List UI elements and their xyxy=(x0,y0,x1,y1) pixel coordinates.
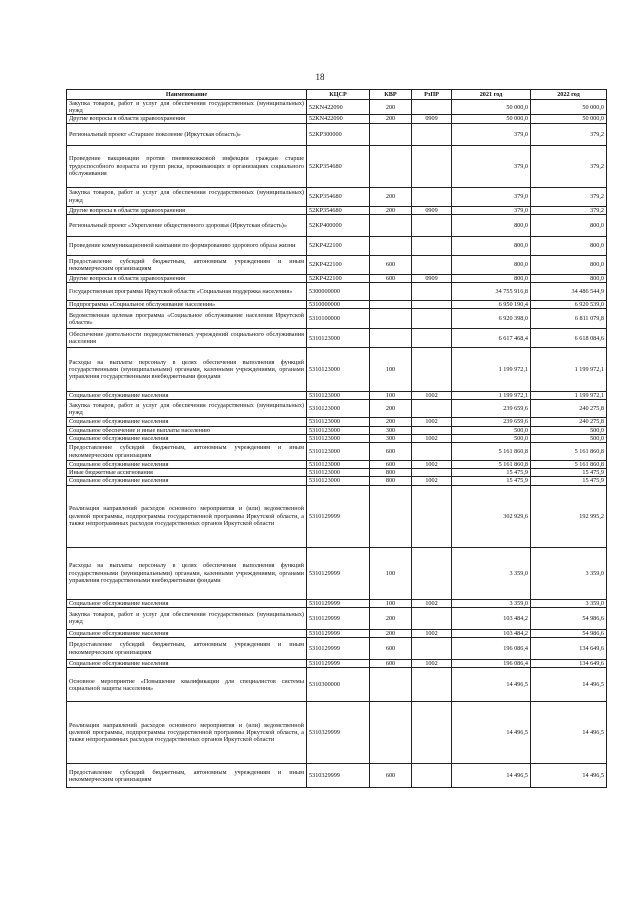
row-name: Предоставление субсидий бюджетным, автономным учреждениям и иным некоммерческим организациям xyxy=(67,443,307,461)
table-row xyxy=(67,434,607,442)
row-rzpr xyxy=(412,309,452,329)
row-amount-2021: 6 950 190,4 xyxy=(452,301,531,309)
row-rzpr: 1002 xyxy=(412,418,452,426)
row-rzpr xyxy=(412,668,452,702)
row-name: Предоставление субсидий бюджетным, автономным учреждениям и иным некоммерческим организациям xyxy=(67,638,307,660)
table-row xyxy=(67,274,607,282)
row-kvr xyxy=(370,309,412,329)
table-row xyxy=(67,301,607,309)
row-rzpr xyxy=(412,443,452,461)
row-amount-2021: 34 755 916,8 xyxy=(452,283,531,301)
table-row xyxy=(67,599,607,607)
row-kvr: 200 xyxy=(370,629,412,637)
row-amount-2021: 500,0 xyxy=(452,426,531,434)
row-rzpr: 1002 xyxy=(412,434,452,442)
row-name: Закупка товаров, работ и услуг для обеспечения государственных (муниципальных) нужд xyxy=(67,187,307,206)
row-name: Предоставление субсидий бюджетным, автономным учреждениям и иным некоммерческим организациям xyxy=(67,255,307,274)
row-rzpr xyxy=(412,469,452,477)
table-row xyxy=(67,214,607,236)
table-row xyxy=(67,607,607,629)
row-kvr: 300 xyxy=(370,426,412,434)
row-kcsr: 52KP422100 xyxy=(307,255,370,274)
row-kvr: 200 xyxy=(370,206,412,214)
row-kvr: 100 xyxy=(370,547,412,599)
table-row xyxy=(67,283,607,301)
row-amount-2021: 800,0 xyxy=(452,255,531,274)
row-amount-2022: 500,0 xyxy=(531,426,607,434)
row-kvr xyxy=(370,485,412,547)
column-header-2021: 2021 год xyxy=(452,90,531,100)
row-kvr xyxy=(370,236,412,255)
row-kvr: 600 xyxy=(370,638,412,660)
row-rzpr: 1002 xyxy=(412,392,452,400)
budget-table xyxy=(66,89,607,788)
table-row xyxy=(67,100,607,115)
row-amount-2021: 1 199 972,1 xyxy=(452,348,531,392)
row-kvr xyxy=(370,329,412,348)
row-amount-2021: 800,0 xyxy=(452,236,531,255)
row-amount-2022: 379,2 xyxy=(531,123,607,145)
row-kcsr: 5310329999 xyxy=(307,702,370,764)
row-amount-2022: 240 275,8 xyxy=(531,400,607,418)
page-number: 18 xyxy=(315,72,325,82)
row-kcsr: 5310129999 xyxy=(307,485,370,547)
row-rzpr xyxy=(412,400,452,418)
row-kcsr: 5310123000 xyxy=(307,400,370,418)
row-amount-2021: 14 496,5 xyxy=(452,764,531,788)
row-kcsr: 52KP422100 xyxy=(307,236,370,255)
row-kvr: 100 xyxy=(370,392,412,400)
row-amount-2022: 3 359,0 xyxy=(531,547,607,599)
row-amount-2022: 34 486 544,9 xyxy=(531,283,607,301)
row-amount-2022: 800,0 xyxy=(531,214,607,236)
row-kvr: 200 xyxy=(370,607,412,629)
row-kcsr: 5310000000 xyxy=(307,301,370,309)
row-kcsr: 52KP300000 xyxy=(307,123,370,145)
row-amount-2021: 50 000,0 xyxy=(452,100,531,115)
row-amount-2021: 103 484,2 xyxy=(452,607,531,629)
row-rzpr xyxy=(412,702,452,764)
row-amount-2021: 50 000,0 xyxy=(452,115,531,123)
row-rzpr: 0909 xyxy=(412,115,452,123)
table-row xyxy=(67,426,607,434)
table-row xyxy=(67,400,607,418)
row-amount-2022: 14 496,5 xyxy=(531,764,607,788)
row-name: Другие вопросы в области здравоохранения xyxy=(67,115,307,123)
row-name: Проведение коммуникационной кампании по формированию здорового образа жизни xyxy=(67,236,307,255)
row-rzpr: 1002 xyxy=(412,629,452,637)
row-kvr xyxy=(370,214,412,236)
row-amount-2021: 379,0 xyxy=(452,145,531,187)
row-amount-2021: 3 359,0 xyxy=(452,599,531,607)
row-amount-2022: 800,0 xyxy=(531,274,607,282)
row-kvr xyxy=(370,668,412,702)
row-kvr: 600 xyxy=(370,255,412,274)
row-amount-2021: 103 484,2 xyxy=(452,629,531,637)
row-name: Реализация направлений расходов основного мероприятия и (или) ведомственной целевой программы, подпрограммы государственной программы Иркутской области, а также непрограммных расходов государственных органов Иркутской области xyxy=(67,485,307,547)
row-amount-2021: 6 920 398,0 xyxy=(452,309,531,329)
row-kcsr: 5310123000 xyxy=(307,329,370,348)
table-row xyxy=(67,668,607,702)
row-rzpr xyxy=(412,426,452,434)
row-rzpr: 0909 xyxy=(412,206,452,214)
row-kvr: 600 xyxy=(370,274,412,282)
row-name: Социальное обслуживание населения xyxy=(67,418,307,426)
row-amount-2022: 6 618 084,6 xyxy=(531,329,607,348)
row-kcsr: 5310123000 xyxy=(307,469,370,477)
row-name: Реализация направлений расходов основного мероприятия и (или) ведомственной целевой программы, подпрограммы государственной программы Иркутской области, а также непрограммных расходов государственных органов Иркутской области xyxy=(67,702,307,764)
row-amount-2022: 54 986,6 xyxy=(531,629,607,637)
column-header-2022: 2022 год xyxy=(531,90,607,100)
row-kcsr: 5300000000 xyxy=(307,283,370,301)
table-row xyxy=(67,547,607,599)
row-kcsr: 5310123000 xyxy=(307,461,370,469)
row-amount-2022: 134 649,6 xyxy=(531,660,607,668)
row-amount-2021: 5 161 860,8 xyxy=(452,443,531,461)
row-kvr: 600 xyxy=(370,443,412,461)
row-kcsr: 5310123000 xyxy=(307,477,370,485)
row-rzpr xyxy=(412,145,452,187)
row-kcsr: 5310123000 xyxy=(307,426,370,434)
row-name: Другие вопросы в области здравоохранения xyxy=(67,206,307,214)
row-amount-2022: 800,0 xyxy=(531,255,607,274)
row-kcsr: 52KP400000 xyxy=(307,214,370,236)
row-name: Региональный проект «Старшее поколение (Иркутская область)» xyxy=(67,123,307,145)
table-row xyxy=(67,660,607,668)
row-kcsr: 5310129999 xyxy=(307,629,370,637)
row-amount-2021: 239 659,6 xyxy=(452,418,531,426)
row-amount-2021: 1 199 972,1 xyxy=(452,392,531,400)
table-row xyxy=(67,255,607,274)
row-rzpr xyxy=(412,255,452,274)
row-kvr: 200 xyxy=(370,115,412,123)
row-amount-2022: 379,2 xyxy=(531,187,607,206)
table-row xyxy=(67,443,607,461)
table-row xyxy=(67,392,607,400)
table-row xyxy=(67,329,607,348)
row-kvr: 200 xyxy=(370,187,412,206)
row-amount-2021: 500,0 xyxy=(452,434,531,442)
row-amount-2021: 14 496,5 xyxy=(452,702,531,764)
row-name: Социальное обеспечение и иные выплаты населению xyxy=(67,426,307,434)
row-kcsr: 5310129999 xyxy=(307,638,370,660)
row-name: Региональный проект «Укрепление общественного здоровья (Иркутская область)» xyxy=(67,214,307,236)
table-row xyxy=(67,418,607,426)
row-kcsr: 5310129999 xyxy=(307,607,370,629)
row-kvr: 600 xyxy=(370,461,412,469)
row-rzpr: 1002 xyxy=(412,660,452,668)
row-name: Иные бюджетные ассигнования xyxy=(67,469,307,477)
row-name: Закупка товаров, работ и услуг для обеспечения государственных (муниципальных) нужд xyxy=(67,400,307,418)
row-amount-2021: 800,0 xyxy=(452,214,531,236)
row-kvr: 100 xyxy=(370,348,412,392)
row-name: Ведомственная целевая программа «Социальное обслуживание населения Иркутской области» xyxy=(67,309,307,329)
table-row xyxy=(67,702,607,764)
row-amount-2022: 379,2 xyxy=(531,206,607,214)
row-rzpr xyxy=(412,187,452,206)
row-name: Социальное обслуживание населения xyxy=(67,660,307,668)
table-row xyxy=(67,348,607,392)
table-row xyxy=(67,145,607,187)
row-kvr: 100 xyxy=(370,599,412,607)
row-kvr xyxy=(370,301,412,309)
row-amount-2021: 15 475,9 xyxy=(452,469,531,477)
row-amount-2021: 379,0 xyxy=(452,206,531,214)
row-rzpr xyxy=(412,301,452,309)
row-kvr: 200 xyxy=(370,418,412,426)
row-name: Социальное обслуживание населения xyxy=(67,629,307,637)
row-kcsr: 5310329999 xyxy=(307,764,370,788)
row-name: Расходы на выплаты персоналу в целях обеспечения выполнения функций государственными (муниципальными) органами, казенными учреждениями, органами управления государственными внебюджетными фондами xyxy=(67,348,307,392)
row-kvr: 200 xyxy=(370,100,412,115)
row-kcsr: 52KN422090 xyxy=(307,100,370,115)
row-kcsr: 5310123000 xyxy=(307,434,370,442)
row-rzpr xyxy=(412,547,452,599)
table-row xyxy=(67,187,607,206)
row-name: Подпрограмма «Социальное обслуживание населения» xyxy=(67,301,307,309)
row-name: Социальное обслуживание населения xyxy=(67,599,307,607)
row-amount-2021: 379,0 xyxy=(452,187,531,206)
row-name: Социальное обслуживание населения xyxy=(67,392,307,400)
row-amount-2021: 196 086,4 xyxy=(452,660,531,668)
row-amount-2022: 379,2 xyxy=(531,145,607,187)
row-amount-2022: 15 475,9 xyxy=(531,469,607,477)
table-header-row xyxy=(67,90,607,100)
row-kvr: 800 xyxy=(370,469,412,477)
row-rzpr xyxy=(412,638,452,660)
row-amount-2022: 1 199 972,1 xyxy=(531,392,607,400)
table-row xyxy=(67,206,607,214)
row-amount-2021: 5 161 860,8 xyxy=(452,461,531,469)
row-name: Проведение вакцинации против пневмококковой инфекции граждан старше трудоспособного возраста из групп риска, проживающих в организациях социального обслуживания xyxy=(67,145,307,187)
row-kvr: 600 xyxy=(370,660,412,668)
row-amount-2021: 800,0 xyxy=(452,274,531,282)
row-amount-2022: 134 649,6 xyxy=(531,638,607,660)
row-kcsr: 5310300000 xyxy=(307,668,370,702)
table-row xyxy=(67,123,607,145)
table-row xyxy=(67,236,607,255)
row-amount-2022: 1 199 972,1 xyxy=(531,348,607,392)
row-rzpr xyxy=(412,100,452,115)
row-name: Расходы на выплаты персоналу в целях обеспечения выполнения функций государственными (муниципальными) органами, казенными учреждениями, органами управления государственными внебюджетными фондами xyxy=(67,547,307,599)
row-amount-2022: 3 359,0 xyxy=(531,599,607,607)
row-name: Социальное обслуживание населения xyxy=(67,461,307,469)
row-amount-2021: 15 475,9 xyxy=(452,477,531,485)
row-rzpr xyxy=(412,348,452,392)
row-amount-2022: 240 275,8 xyxy=(531,418,607,426)
row-rzpr: 1002 xyxy=(412,461,452,469)
row-amount-2022: 5 161 860,8 xyxy=(531,443,607,461)
row-kcsr: 5310123000 xyxy=(307,392,370,400)
row-amount-2022: 15 475,9 xyxy=(531,477,607,485)
row-rzpr xyxy=(412,214,452,236)
row-kcsr: 52KP354680 xyxy=(307,206,370,214)
row-amount-2022: 6 920 539,0 xyxy=(531,301,607,309)
row-name: Государственная программа Иркутской области «Социальная поддержка населения» xyxy=(67,283,307,301)
row-amount-2022: 500,0 xyxy=(531,434,607,442)
row-kvr xyxy=(370,145,412,187)
table-row xyxy=(67,115,607,123)
row-rzpr xyxy=(412,236,452,255)
row-rzpr xyxy=(412,123,452,145)
row-kvr: 600 xyxy=(370,764,412,788)
row-kcsr: 52KP354680 xyxy=(307,187,370,206)
row-kvr: 300 xyxy=(370,434,412,442)
row-name: Предоставление субсидий бюджетным, автономным учреждениям и иным некоммерческим организациям xyxy=(67,764,307,788)
row-rzpr xyxy=(412,764,452,788)
row-kvr xyxy=(370,702,412,764)
row-name: Социальное обслуживание населения xyxy=(67,434,307,442)
row-kvr: 200 xyxy=(370,400,412,418)
row-kcsr: 52KP354680 xyxy=(307,145,370,187)
row-kcsr: 5310123000 xyxy=(307,418,370,426)
row-name: Закупка товаров, работ и услуг для обеспечения государственных (муниципальных) нужд xyxy=(67,607,307,629)
row-kvr xyxy=(370,123,412,145)
table-row xyxy=(67,461,607,469)
row-kcsr: 52KN422090 xyxy=(307,115,370,123)
row-kcsr: 5310129999 xyxy=(307,599,370,607)
column-header-name: Наименование xyxy=(67,90,307,100)
row-name: Другие вопросы в области здравоохранения xyxy=(67,274,307,282)
row-kvr xyxy=(370,283,412,301)
row-amount-2022: 50 000,0 xyxy=(531,115,607,123)
row-amount-2022: 192 995,2 xyxy=(531,485,607,547)
row-amount-2022: 14 496,5 xyxy=(531,668,607,702)
row-rzpr: 0909 xyxy=(412,274,452,282)
row-amount-2022: 5 161 860,8 xyxy=(531,461,607,469)
row-amount-2021: 196 086,4 xyxy=(452,638,531,660)
row-name: Закупка товаров, работ и услуг для обеспечения государственных (муниципальных) нужд xyxy=(67,100,307,115)
row-name: Социальное обслуживание населения xyxy=(67,477,307,485)
row-kcsr: 5310100000 xyxy=(307,309,370,329)
column-header-rzpr: РзПР xyxy=(412,90,452,100)
row-amount-2022: 54 986,6 xyxy=(531,607,607,629)
row-amount-2021: 6 617 468,4 xyxy=(452,329,531,348)
row-name: Обеспечение деятельности подведомственных учреждений социального обслуживания населения xyxy=(67,329,307,348)
row-rzpr xyxy=(412,607,452,629)
row-kcsr: 5310123000 xyxy=(307,443,370,461)
column-header-kcsr: КЦСР xyxy=(307,90,370,100)
row-kcsr: 52KP422100 xyxy=(307,274,370,282)
row-kcsr: 5310129999 xyxy=(307,547,370,599)
table-row xyxy=(67,477,607,485)
row-rzpr: 1002 xyxy=(412,599,452,607)
row-kcsr: 5310123000 xyxy=(307,348,370,392)
table-row xyxy=(67,485,607,547)
row-amount-2021: 3 359,0 xyxy=(452,547,531,599)
table-row xyxy=(67,469,607,477)
row-amount-2021: 379,0 xyxy=(452,123,531,145)
table-row xyxy=(67,309,607,329)
row-amount-2021: 239 659,6 xyxy=(452,400,531,418)
row-amount-2022: 14 496,5 xyxy=(531,702,607,764)
table-row xyxy=(67,629,607,637)
row-rzpr xyxy=(412,485,452,547)
column-header-kvr: КВР xyxy=(370,90,412,100)
row-amount-2022: 50 000,0 xyxy=(531,100,607,115)
row-rzpr: 1002 xyxy=(412,477,452,485)
table-row xyxy=(67,764,607,788)
row-kcsr: 5310129999 xyxy=(307,660,370,668)
row-name: Основное мероприятие «Повышение квалификации для специалистов системы социальной защиты населения» xyxy=(67,668,307,702)
row-amount-2021: 302 929,6 xyxy=(452,485,531,547)
row-amount-2022: 800,0 xyxy=(531,236,607,255)
table-row xyxy=(67,638,607,660)
row-amount-2021: 14 496,5 xyxy=(452,668,531,702)
row-kvr: 800 xyxy=(370,477,412,485)
row-rzpr xyxy=(412,283,452,301)
row-rzpr xyxy=(412,329,452,348)
row-amount-2022: 6 811 079,8 xyxy=(531,309,607,329)
